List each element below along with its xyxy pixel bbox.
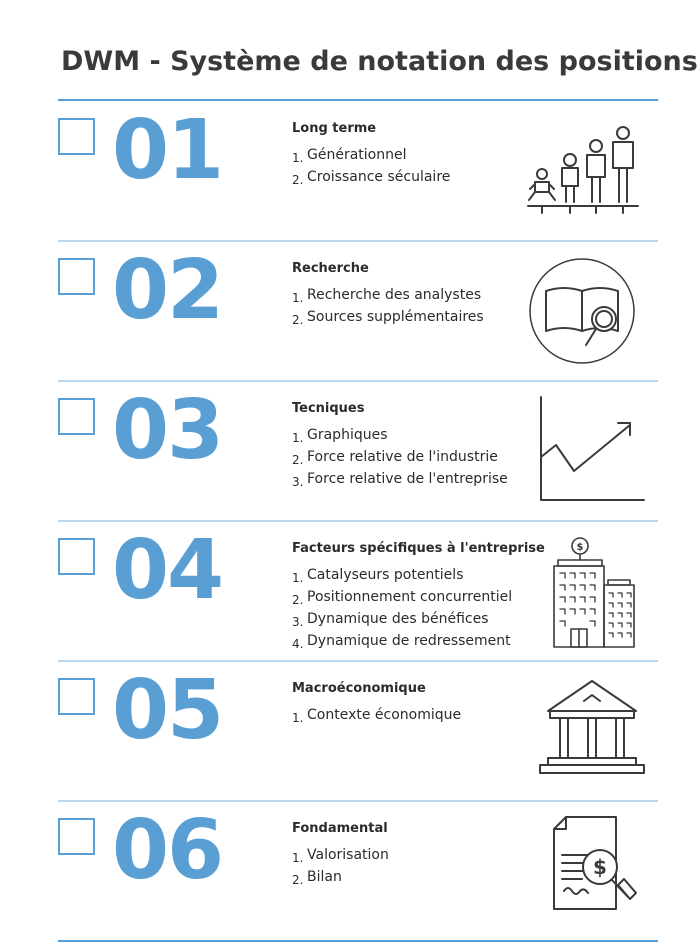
section-01 <box>58 101 658 239</box>
item-index: 1. <box>292 291 304 305</box>
section-heading: Recherche <box>292 261 369 276</box>
section-number: 06 <box>112 803 223 898</box>
item-text: Recherche des analystes <box>307 287 482 303</box>
section-heading: Macroéconomique <box>292 681 426 696</box>
item-text: Catalyseurs potentiels <box>307 567 464 583</box>
section-number: 04 <box>112 523 223 618</box>
section-heading: Tecniques <box>292 401 365 416</box>
footer-divider <box>58 940 658 942</box>
item-index: 2. <box>292 173 304 187</box>
list-item <box>292 707 461 729</box>
item-index: 1. <box>292 851 304 865</box>
item-text: Bilan <box>307 869 342 885</box>
item-index: 1. <box>292 431 304 445</box>
section-checkbox[interactable] <box>58 538 95 575</box>
list-item <box>292 147 450 169</box>
list-item <box>292 611 512 633</box>
trend-chart-icon <box>536 395 646 503</box>
list-item <box>292 471 508 493</box>
list-item <box>292 427 508 449</box>
section-checkbox[interactable] <box>58 678 95 715</box>
section-number: 01 <box>112 103 223 198</box>
criteria-list <box>292 427 508 493</box>
criteria-list <box>292 567 512 655</box>
item-text: Force relative de l'entreprise <box>307 471 508 487</box>
criteria-list <box>292 707 461 729</box>
page-title: DWM - Système de notation des positions <box>61 46 698 77</box>
item-index: 2. <box>292 453 304 467</box>
list-item <box>292 567 512 589</box>
list-item <box>292 633 512 655</box>
item-text: Force relative de l'industrie <box>307 449 498 465</box>
list-item <box>292 169 450 191</box>
item-text: Dynamique des bénéfices <box>307 611 489 627</box>
list-item <box>292 287 484 309</box>
item-index: 1. <box>292 151 304 165</box>
section-06 <box>58 801 658 939</box>
section-checkbox[interactable] <box>58 818 95 855</box>
list-item <box>292 449 508 471</box>
invoice-dollar-icon <box>552 815 642 915</box>
item-index: 3. <box>292 615 304 629</box>
section-02 <box>58 241 658 379</box>
item-index: 2. <box>292 313 304 327</box>
section-03 <box>58 381 658 519</box>
section-05 <box>58 661 658 799</box>
section-checkbox[interactable] <box>58 258 95 295</box>
list-item <box>292 869 389 891</box>
section-number: 02 <box>112 243 223 338</box>
section-04 <box>58 521 658 659</box>
section-heading: Facteurs spécifiques à l'entreprise <box>292 541 545 556</box>
section-heading: Fondamental <box>292 821 388 836</box>
item-index: 1. <box>292 571 304 585</box>
item-text: Graphiques <box>307 427 388 443</box>
item-index: 1. <box>292 711 304 725</box>
book-magnifier-icon <box>528 257 636 365</box>
section-checkbox[interactable] <box>58 398 95 435</box>
item-text: Croissance séculaire <box>307 169 451 185</box>
item-text: Générationnel <box>307 147 407 163</box>
item-index: 4. <box>292 637 304 651</box>
list-item <box>292 589 512 611</box>
office-building-icon <box>552 535 640 649</box>
item-text: Valorisation <box>307 847 389 863</box>
item-text: Contexte économique <box>307 707 462 723</box>
svg-text:$: $ <box>593 855 607 879</box>
bank-building-icon <box>538 679 646 779</box>
list-item <box>292 847 389 869</box>
item-text: Sources supplémentaires <box>307 309 484 325</box>
list-item <box>292 309 484 331</box>
item-index: 2. <box>292 593 304 607</box>
item-text: Positionnement concurrentiel <box>307 589 513 605</box>
item-index: 2. <box>292 873 304 887</box>
item-text: Dynamique de redressement <box>307 633 511 649</box>
criteria-list <box>292 287 484 331</box>
section-number: 03 <box>112 383 223 478</box>
criteria-list <box>292 147 450 191</box>
svg-text:$: $ <box>576 542 584 553</box>
item-index: 3. <box>292 475 304 489</box>
section-number: 05 <box>112 663 223 758</box>
section-checkbox[interactable] <box>58 118 95 155</box>
family-growth-icon <box>526 126 640 216</box>
criteria-list <box>292 847 389 891</box>
section-heading: Long terme <box>292 121 377 136</box>
